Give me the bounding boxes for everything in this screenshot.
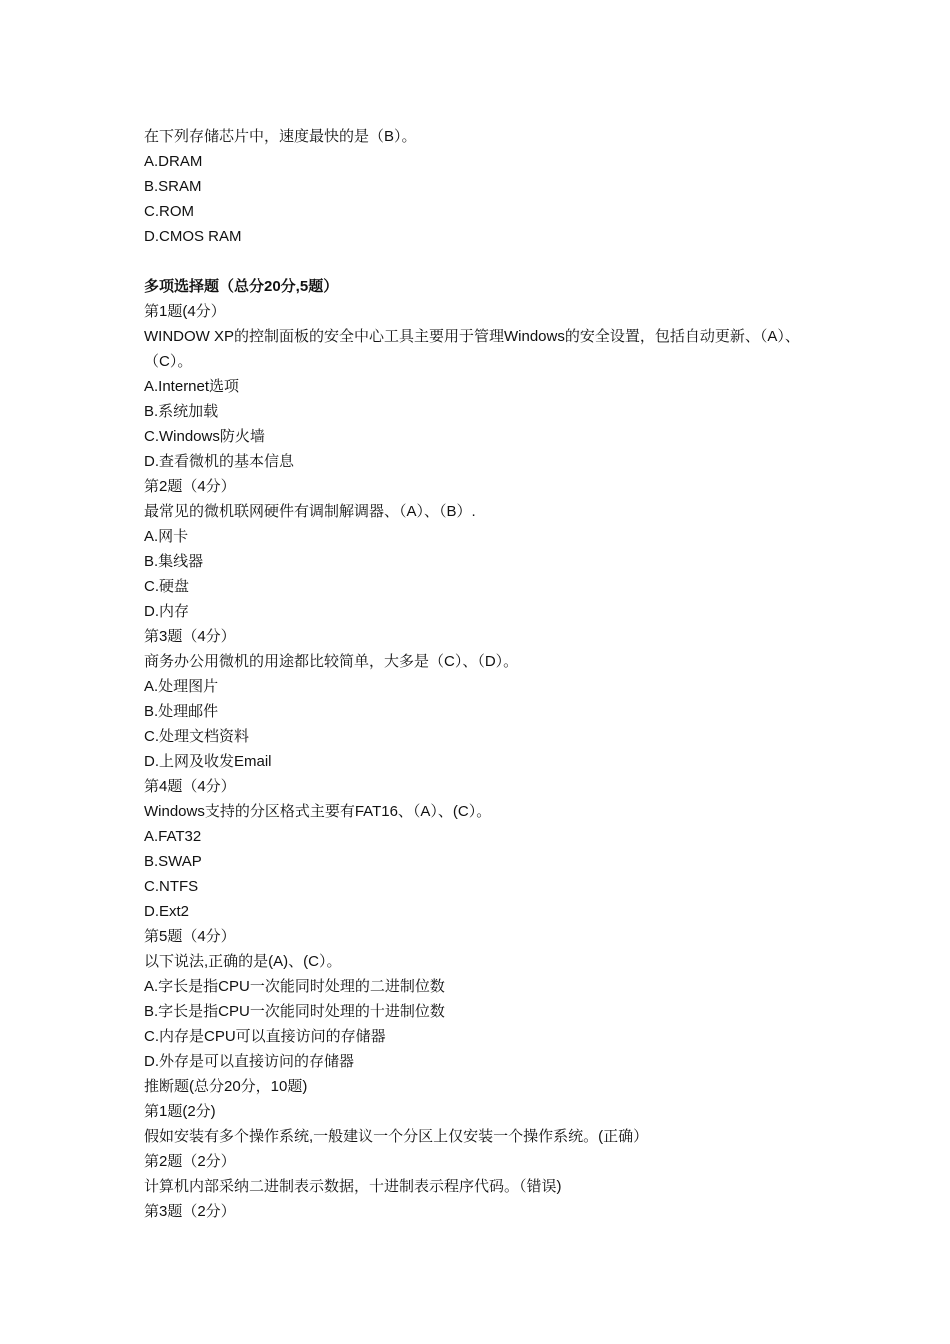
question-text: 商务办公用微机的用途都比较简单，大多是（C）、（D）。 [144,653,519,670]
option-a: A.网卡 [144,528,189,545]
question-number: 第1题(2分) [144,1103,216,1120]
option-d: D.查看微机的基本信息 [144,453,295,470]
option-b: B.SRAM [144,178,202,195]
option-d: D.内存 [144,603,190,620]
option-d: D.外存是可以直接访问的存储器 [144,1053,355,1070]
option-b: B.集线器 [144,553,204,570]
question-text: 假如安装有多个操作系统,一般建议一个分区上仅安装一个操作系统。(正确） [144,1128,649,1145]
question-number: 第1题(4分） [144,303,226,320]
option-b: B.SWAP [144,853,202,870]
option-c: C.NTFS [144,878,199,895]
option-c: C.处理文档资料 [144,728,250,745]
option-c: C.内存是CPU可以直接访问的存储器 [144,1028,386,1045]
blank-line [144,249,814,274]
section-heading-judgment: 推断题(总分20分，10题) [144,1078,308,1095]
option-b: B.字长是指CPU一次能同时处理的十进制位数 [144,1003,445,1020]
option-d: D.CMOS RAM [144,228,242,245]
question-text: WINDOW XP的控制面板的安全中心工具主要用于管理Windows的安全设置，包括自动更新、（A）、（C）。 [144,328,800,370]
option-d: D.上网及收发Email [144,753,272,770]
question-text: 最常见的微机联网硬件有调制解调器、（A）、（B）. [144,503,476,520]
question-text: Windows支持的分区格式主要有FAT16、（A）、(C）。 [144,803,492,820]
option-a: A.Internet选项 [144,378,240,395]
option-a: A.FAT32 [144,828,202,845]
question-text: 计算机内部采纳二进制表示数据，十进制表示程序代码。（错误) [144,1178,562,1195]
option-a: A.DRAM [144,153,203,170]
question-number: 第2题（4分） [144,478,236,495]
option-c: C.Windows防火墙 [144,428,265,445]
question-number: 第3题（4分） [144,628,236,645]
question-number: 第2题（2分） [144,1153,236,1170]
document-page [144,124,814,1224]
option-a: A.处理图片 [144,678,219,695]
option-c: C.硬盘 [144,578,190,595]
question-number: 第5题（4分） [144,928,236,945]
option-c: C.ROM [144,203,194,220]
option-b: B.处理邮件 [144,703,219,720]
option-d: D.Ext2 [144,903,190,920]
question-number: 第4题（4分） [144,778,236,795]
section-heading-multiple-choice: 多项选择题（总分20分,5题） [144,278,339,295]
question-text: 在下列存储芯片中，速度最快的是（B）。 [144,128,417,145]
question-number: 第3题（2分） [144,1203,236,1220]
option-a: A.字长是指CPU一次能同时处理的二进制位数 [144,978,445,995]
question-text: 以下说法,正确的是(A)、(C）。 [144,953,342,970]
option-b: B.系统加载 [144,403,219,420]
